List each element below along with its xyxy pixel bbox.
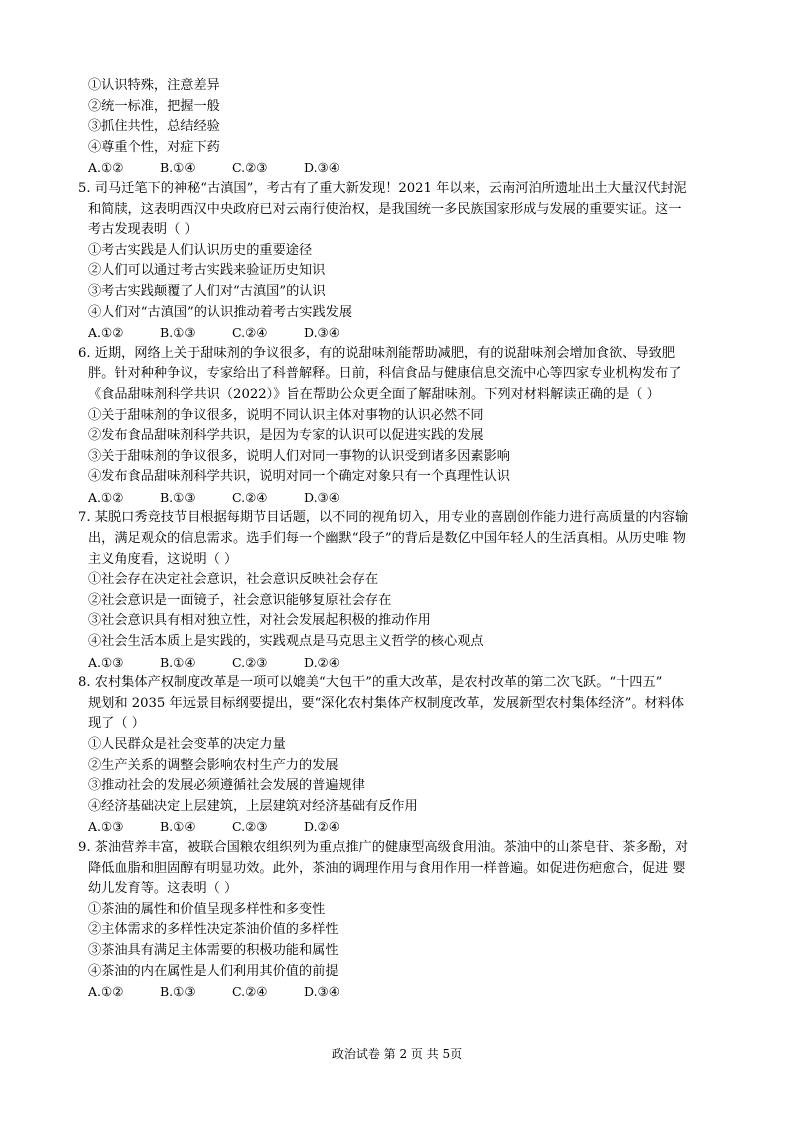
q5-option-a: A.①② — [88, 325, 124, 341]
q8-option-d: D.②④ — [304, 819, 340, 835]
q4-item-1: ①认识特殊，注意差异 — [88, 78, 220, 93]
q4-option-c: C.②③ — [232, 160, 268, 176]
q8-stem-line-1: 8. 农村集体产权制度改革是一项可以媲美“大包干”的重大改革，是农村改革的第二次飞跃。“十四五” — [78, 675, 663, 691]
q4-option-b: B.①④ — [160, 160, 196, 176]
question-8 — [78, 673, 718, 838]
q6-options — [88, 488, 718, 509]
q5-item-3: ③考古实践颠覆了人们对“古滇国”的认识 — [88, 283, 326, 299]
q7-stem-line-1: 7. 某脱口秀竞技节目根据每期节目话题，以不同的视角切入，用专业的喜剧创作能力进行高质量的内容输 — [78, 510, 689, 526]
q9-stem-line-2: 降低血脂和胆固醇有明显功效。此外，茶油的调理作用与食用作用一样普遍。如促进伤疤愈合，促进 婴 — [88, 860, 686, 876]
exam-page — [78, 76, 718, 1003]
q9-stem-line-1: 9. 茶油营养丰富，被联合国粮农组织列为重点推广的健康型高级食用油。茶油中的山茶皂苷、茶多酚，对 — [78, 839, 689, 855]
q5-stem-line-2: 和简牍，这表明西汉中央政府已对云南行使治权，是我国统一多民族国家形成与发展的重要实证。这一 — [88, 201, 682, 217]
q8-item-4: ④经济基础决定上层建筑，上层建筑对经济基础有反作用 — [88, 798, 418, 814]
q7-item-1: ①社会存在决定社会意识，社会意识反映社会存在 — [88, 572, 379, 588]
q5-item-4: ④人们对“古滇国”的认识推动着考古实践发展 — [88, 304, 353, 320]
q6-option-b: B.①③ — [160, 489, 196, 505]
q8-option-a: A.①③ — [88, 819, 124, 835]
q9-item-2: ②主体需求的多样性决定茶油价值的多样性 — [88, 922, 339, 938]
q9-stem-line-3: 幼儿发育等。这表明（ ） — [88, 881, 238, 897]
q7-options — [88, 653, 718, 674]
page-footer: 政治试卷 第 2 页 共 5页 — [331, 1047, 463, 1061]
q5-stem-line-3: 考古发现表明（ ） — [88, 222, 198, 238]
q6-item-2: ②发布食品甜味剂科学共识，是因为专家的认识可以促进实践的发展 — [88, 428, 484, 444]
q8-stem-line-3: 现了（ ） — [88, 716, 145, 732]
q6-option-a: A.①② — [88, 489, 124, 505]
question-6 — [78, 344, 718, 509]
q8-item-1: ①人民群众是社会变革的决定力量 — [88, 737, 286, 752]
q6-item-4: ④发布食品甜味剂科学共识，说明对同一个确定对象只有一个真理性认识 — [88, 469, 510, 485]
question-9 — [78, 838, 718, 1003]
q4-options — [88, 158, 718, 179]
q7-option-a: A.①③ — [88, 654, 124, 670]
q6-stem-line-3: 《食品甜味剂科学共识（2022）》旨在帮助公众更全面了解甜味剂。下列对材料解读正确的是（ ） — [88, 386, 660, 402]
q9-item-3: ③茶油具有满足主体需要的积极功能和属性 — [88, 942, 339, 958]
q4-item-2: ②统一标准，把握一般 — [88, 98, 220, 114]
q4-option-d: D.③④ — [304, 160, 340, 176]
question-4-tail — [88, 76, 718, 179]
q5-stem-line-1: 5. 司马迁笔下的神秘“古滇国”，考古有了重大新发现！2021 年以来，云南河泊所遗址出土大量汉代封泥 — [78, 180, 687, 196]
q9-options — [88, 982, 718, 1003]
q7-item-3: ③社会意识具有相对独立性，对社会发展起积极的推动作用 — [88, 613, 431, 629]
q6-stem-line-2: 胖。针对种种争议，专家给出了科普解释。日前，科信食品与健康信息交流中心等四家专业机构发布了 — [88, 366, 682, 382]
q7-stem-line-3: 主义角度看，这说明（ ） — [88, 551, 238, 567]
q5-option-c: C.②④ — [232, 325, 268, 341]
q7-stem-line-2: 出，满足观众的信息需求。选手们每一个幽默“段子”的背后是数亿中国年轻人的生活真相。从历史唯 物 — [88, 531, 686, 547]
q6-item-3: ③关于甜味剂的争议很多，说明人们对同一事物的认识受到诸多因素影响 — [88, 448, 510, 464]
q7-item-2: ②社会意识是一面镜子，社会意识能够复原社会存在 — [88, 592, 392, 608]
q8-stem-line-2: 规划和 2035 年远景目标纲要提出，要“深化农村集体产权制度改革，发展新型农村集体经济”。材料体 — [88, 695, 685, 711]
q4-item-4: ④尊重个性，对症下药 — [88, 139, 220, 155]
q6-item-1: ①关于甜味剂的争议很多，说明不同认识主体对事物的认识必然不同 — [88, 407, 484, 423]
q8-option-c: C.②③ — [232, 819, 268, 835]
question-7 — [78, 508, 718, 673]
q8-options — [88, 817, 718, 838]
q9-option-c: C.②④ — [232, 984, 268, 1000]
q5-item-2: ②人们可以通过考古实践来验证历史知识 — [88, 263, 326, 279]
q9-option-a: A.①② — [88, 984, 124, 1000]
q7-option-c: C.②③ — [232, 654, 268, 670]
q9-item-1: ①茶油的属性和价值呈现多样性和多变性 — [88, 901, 326, 917]
q5-item-1: ①考古实践是人们认识历史的重要途径 — [88, 242, 313, 258]
q5-options — [88, 323, 718, 344]
question-5 — [78, 179, 718, 344]
q6-stem-line-1: 6. 近期，网络上关于甜味剂的争议很多，有的说甜味剂能帮助减肥，有的说甜味剂会增加食欲、导致肥 — [78, 345, 676, 361]
q8-item-2: ②生产关系的调整会影响农村生产力的发展 — [88, 757, 339, 773]
q7-option-b: B.①④ — [160, 654, 196, 670]
q8-item-3: ③推动社会的发展必须遵循社会发展的普遍规律 — [88, 778, 365, 794]
q7-option-d: D.②④ — [304, 654, 340, 670]
q8-option-b: B.①④ — [160, 819, 196, 835]
q6-option-d: D.③④ — [304, 489, 340, 505]
q4-item-3: ③抓住共性，总结经验 — [88, 119, 220, 135]
q4-option-a: A.①② — [88, 160, 124, 176]
q6-option-c: C.②④ — [232, 489, 268, 505]
q5-option-d: D.③④ — [304, 325, 340, 341]
q5-option-b: B.①③ — [160, 325, 196, 341]
q9-item-4: ④茶油的内在属性是人们利用其价值的前提 — [88, 963, 339, 979]
q9-option-d: D.③④ — [304, 984, 340, 1000]
q7-item-4: ④社会生活本质上是实践的，实践观点是马克思主义哲学的核心观点 — [88, 634, 484, 650]
q9-option-b: B.①③ — [160, 984, 196, 1000]
